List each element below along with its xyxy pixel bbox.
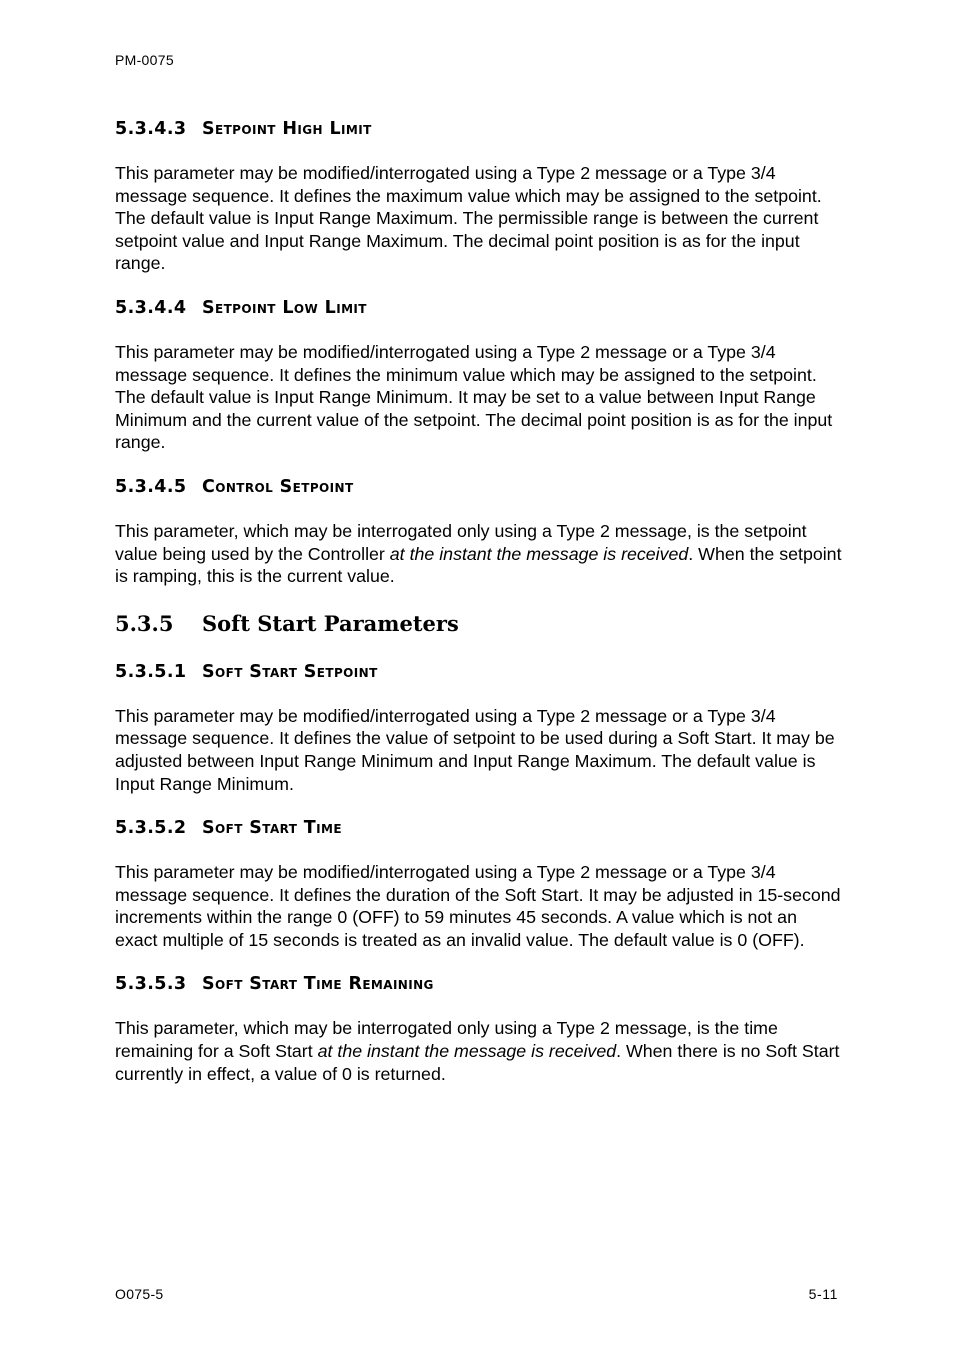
section-setpoint-low-limit (115, 295, 843, 454)
section-paragraph (115, 1017, 843, 1085)
paragraph-text: . When the setpoint is ramping, this is the current value. (115, 543, 842, 587)
section-heading (115, 971, 843, 997)
section-heading (115, 295, 843, 321)
section-soft-start-setpoint (115, 659, 843, 795)
section-heading (115, 815, 843, 841)
section-title: Soft Start Setpoint (202, 661, 378, 682)
section-soft-start-time-remaining (115, 971, 843, 1085)
paragraph-emphasis: at the instant the message is received (317, 1041, 617, 1062)
page-header-doc-id: PM-0075 (115, 52, 174, 68)
section-control-setpoint (115, 474, 843, 588)
section-number: 5.3.4.4 (115, 297, 187, 318)
subsection-heading (115, 609, 843, 639)
section-heading (115, 116, 843, 142)
section-number: 5.3.5.3 (115, 974, 187, 995)
section-paragraph: This parameter may be modified/interrogated using a Type 2 message or a Type 3/4 message sequence. It defines the value of setpoint to be used during a Soft Start. It may be adjusted between Input Range Minimum and Input Range Maximum. The default value is Input Range Minimum. (115, 705, 835, 794)
section-number: 5.3.5 (115, 610, 174, 636)
section-paragraph: This parameter may be modified/interrogated using a Type 2 message or a Type 3/4 message sequence. It defines the minimum value which may be assigned to the setpoint. The default value is Input Range Minimum. It may be set to a value between Input Range Minimum and the current value of the setpoint. The decimal point position is as for the input range. (115, 341, 833, 453)
section-soft-start-parameters (115, 609, 843, 639)
document-body (115, 116, 843, 1085)
section-soft-start-time (115, 815, 843, 951)
section-title: Soft Start Time Remaining (202, 974, 434, 995)
footer-doc-code: O075-5 (115, 1286, 164, 1302)
section-paragraph: This parameter may be modified/interrogated using a Type 2 message or a Type 3/4 message sequence. It defines the duration of the Soft Start. It may be adjusted in 15-second increments within the range 0 (OFF) to 59 minutes 45 seconds. A value which is not an exact multiple of 15 seconds is treated as an invalid value. The default value is 0 (OFF). (115, 862, 841, 950)
section-number: 5.3.4.5 (115, 476, 187, 497)
section-title: Control Setpoint (202, 476, 354, 497)
footer-page-number: 5-11 (808, 1286, 838, 1302)
paragraph-text: This parameter, which may be interrogated only using a Type 2 message, is the time remaining for a Soft Start (115, 1018, 778, 1062)
paragraph-emphasis: at the instant the message is received (389, 543, 689, 564)
section-paragraph: This parameter may be modified/interrogated using a Type 2 message or a Type 3/4 message sequence. It defines the maximum value which may be assigned to the setpoint. The default value is Input Range Maximum. The permissible range is between the current setpoint value and Input Range Maximum. The decimal point position is as for the input range. (115, 163, 822, 274)
paragraph-text: This parameter, which may be interrogated only using a Type 2 message, is the setpoint value being used by the Controller (115, 520, 807, 564)
section-number: 5.3.5.1 (115, 661, 187, 682)
section-title: Soft Start Parameters (202, 610, 459, 636)
section-title: Setpoint High Limit (202, 119, 372, 139)
section-number: 5.3.5.2 (115, 818, 187, 839)
section-paragraph (115, 520, 843, 588)
section-heading (115, 474, 843, 500)
section-number: 5.3.4.3 (115, 119, 187, 139)
paragraph-text: . When there is no Soft Start currently in effect, a value of 0 is returned. (115, 1041, 840, 1084)
section-title: Soft Start Time (202, 818, 342, 839)
section-heading (115, 659, 843, 685)
section-title: Setpoint Low Limit (202, 297, 367, 318)
section-setpoint-high-limit (115, 116, 843, 275)
